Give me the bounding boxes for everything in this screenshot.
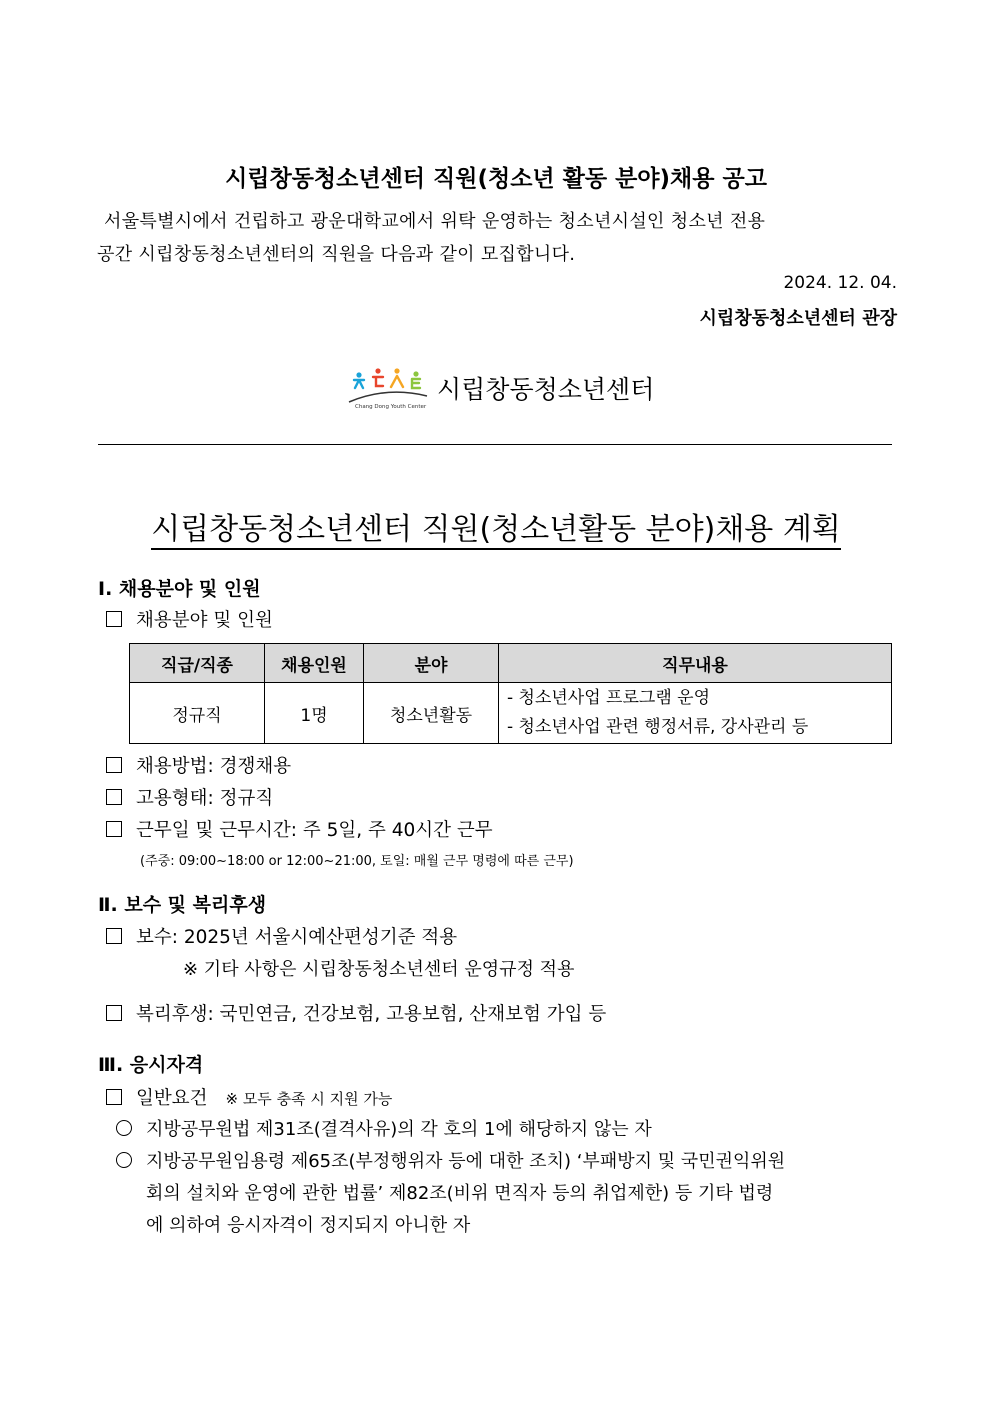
duty-line-2: - 청소년사업 관련 행정서류, 강사관리 등 xyxy=(507,717,809,737)
general-text: 일반요건 xyxy=(136,1088,208,1109)
logo-subtext: Chang Dong Youth Center xyxy=(355,404,427,410)
table-header-row xyxy=(130,644,892,683)
header-count: 채용인원 xyxy=(265,644,364,683)
cell-duty xyxy=(499,683,892,744)
circle-bullet-icon xyxy=(116,1120,132,1136)
checkbox-icon xyxy=(106,757,122,773)
checkbox-icon xyxy=(106,1005,122,1021)
table-row xyxy=(130,683,892,744)
cell-grade: 정규직 xyxy=(130,683,265,744)
section-1-item-text: 채용분야 및 인원 xyxy=(136,610,273,631)
general-item xyxy=(106,1084,392,1110)
notice-date: 2024. 12. 04. xyxy=(783,273,897,293)
pay-item xyxy=(106,923,457,949)
section-3-heading: Ⅲ. 응시자격 xyxy=(98,1054,204,1076)
logo-text: 시립창동청소년센터 xyxy=(437,375,655,404)
circle-bullet-icon xyxy=(116,1152,132,1168)
intro-line-2: 공간 시립창동청소년센터의 직원을 다음과 같이 모집합니다. xyxy=(97,244,576,265)
header-field: 분야 xyxy=(364,644,499,683)
checkbox-icon xyxy=(106,611,122,627)
hours-note: (주중: 09:00~18:00 or 12:00~21:00, 토일: 매월 근무 명령에 따른 근무) xyxy=(140,854,574,869)
duty-line-1: - 청소년사업 프로그램 운영 xyxy=(507,688,710,708)
section-1-item xyxy=(106,606,273,632)
hours-text: 근무일 및 근무시간: 주 5일, 주 40시간 근무 xyxy=(136,820,493,841)
method-item xyxy=(106,752,291,778)
requirement-2 xyxy=(116,1147,785,1173)
pay-text: 보수: 2025년 서울시예산편성기준 적용 xyxy=(136,927,458,948)
hours-item xyxy=(106,816,493,842)
method-text: 채용방법: 경쟁채용 xyxy=(136,756,292,777)
welfare-item xyxy=(106,1000,606,1026)
type-text: 고용형태: 정규직 xyxy=(136,788,274,809)
general-note: ※ 모두 충족 시 지원 가능 xyxy=(225,1090,393,1108)
checkbox-icon xyxy=(106,789,122,805)
intro-line-1: 서울특별시에서 건립하고 광운대학교에서 위탁 운영하는 청소년시설인 청소년 전용 xyxy=(104,211,766,232)
header-grade: 직급/직종 xyxy=(130,644,265,683)
cell-field: 청소년활동 xyxy=(364,683,499,744)
plan-title xyxy=(0,504,992,548)
requirement-2-line-1: 지방공무원임용령 제65조(부정행위자 등에 대한 조치) ‘부패방지 및 국민권익위원 xyxy=(146,1151,786,1172)
requirement-2-line-2: 회의 설치와 운영에 관한 법률’ 제82조(비위 면직자 등의 취업제한) 등 기타 법령 xyxy=(146,1183,774,1204)
section-2-heading: Ⅱ. 보수 및 복리후생 xyxy=(98,894,267,916)
cell-count: 1명 xyxy=(265,683,364,744)
notice-signer: 시립창동청소년센터 관장 xyxy=(699,308,897,329)
section-1-heading: Ⅰ. 채용분야 및 인원 xyxy=(98,578,261,600)
requirement-1 xyxy=(116,1115,652,1141)
requirement-1-text: 지방공무원법 제31조(결격사유)의 각 호의 1에 해당하지 않는 자 xyxy=(146,1119,652,1140)
pay-note: ※ 기타 사항은 시립창동청소년센터 운영규정 적용 xyxy=(183,959,575,980)
plan-title-text: 시립창동청소년센터 직원(청소년활동 분야)채용 계획 xyxy=(151,512,841,550)
header-duty: 직무내용 xyxy=(499,644,892,683)
type-item xyxy=(106,784,273,810)
recruit-table xyxy=(129,643,892,744)
divider xyxy=(98,444,892,445)
center-logo xyxy=(345,366,655,410)
logo-mark-icon xyxy=(345,366,433,410)
checkbox-icon xyxy=(106,928,122,944)
welfare-text: 복리후생: 국민연금, 건강보험, 고용보험, 산재보험 가입 등 xyxy=(136,1004,607,1025)
checkbox-icon xyxy=(106,1089,122,1105)
checkbox-icon xyxy=(106,821,122,837)
notice-title: 시립창동청소년센터 직원(청소년 활동 분야)채용 공고 xyxy=(225,166,767,192)
requirement-2-line-3: 에 의하여 응시자격이 정지되지 아니한 자 xyxy=(146,1215,471,1236)
